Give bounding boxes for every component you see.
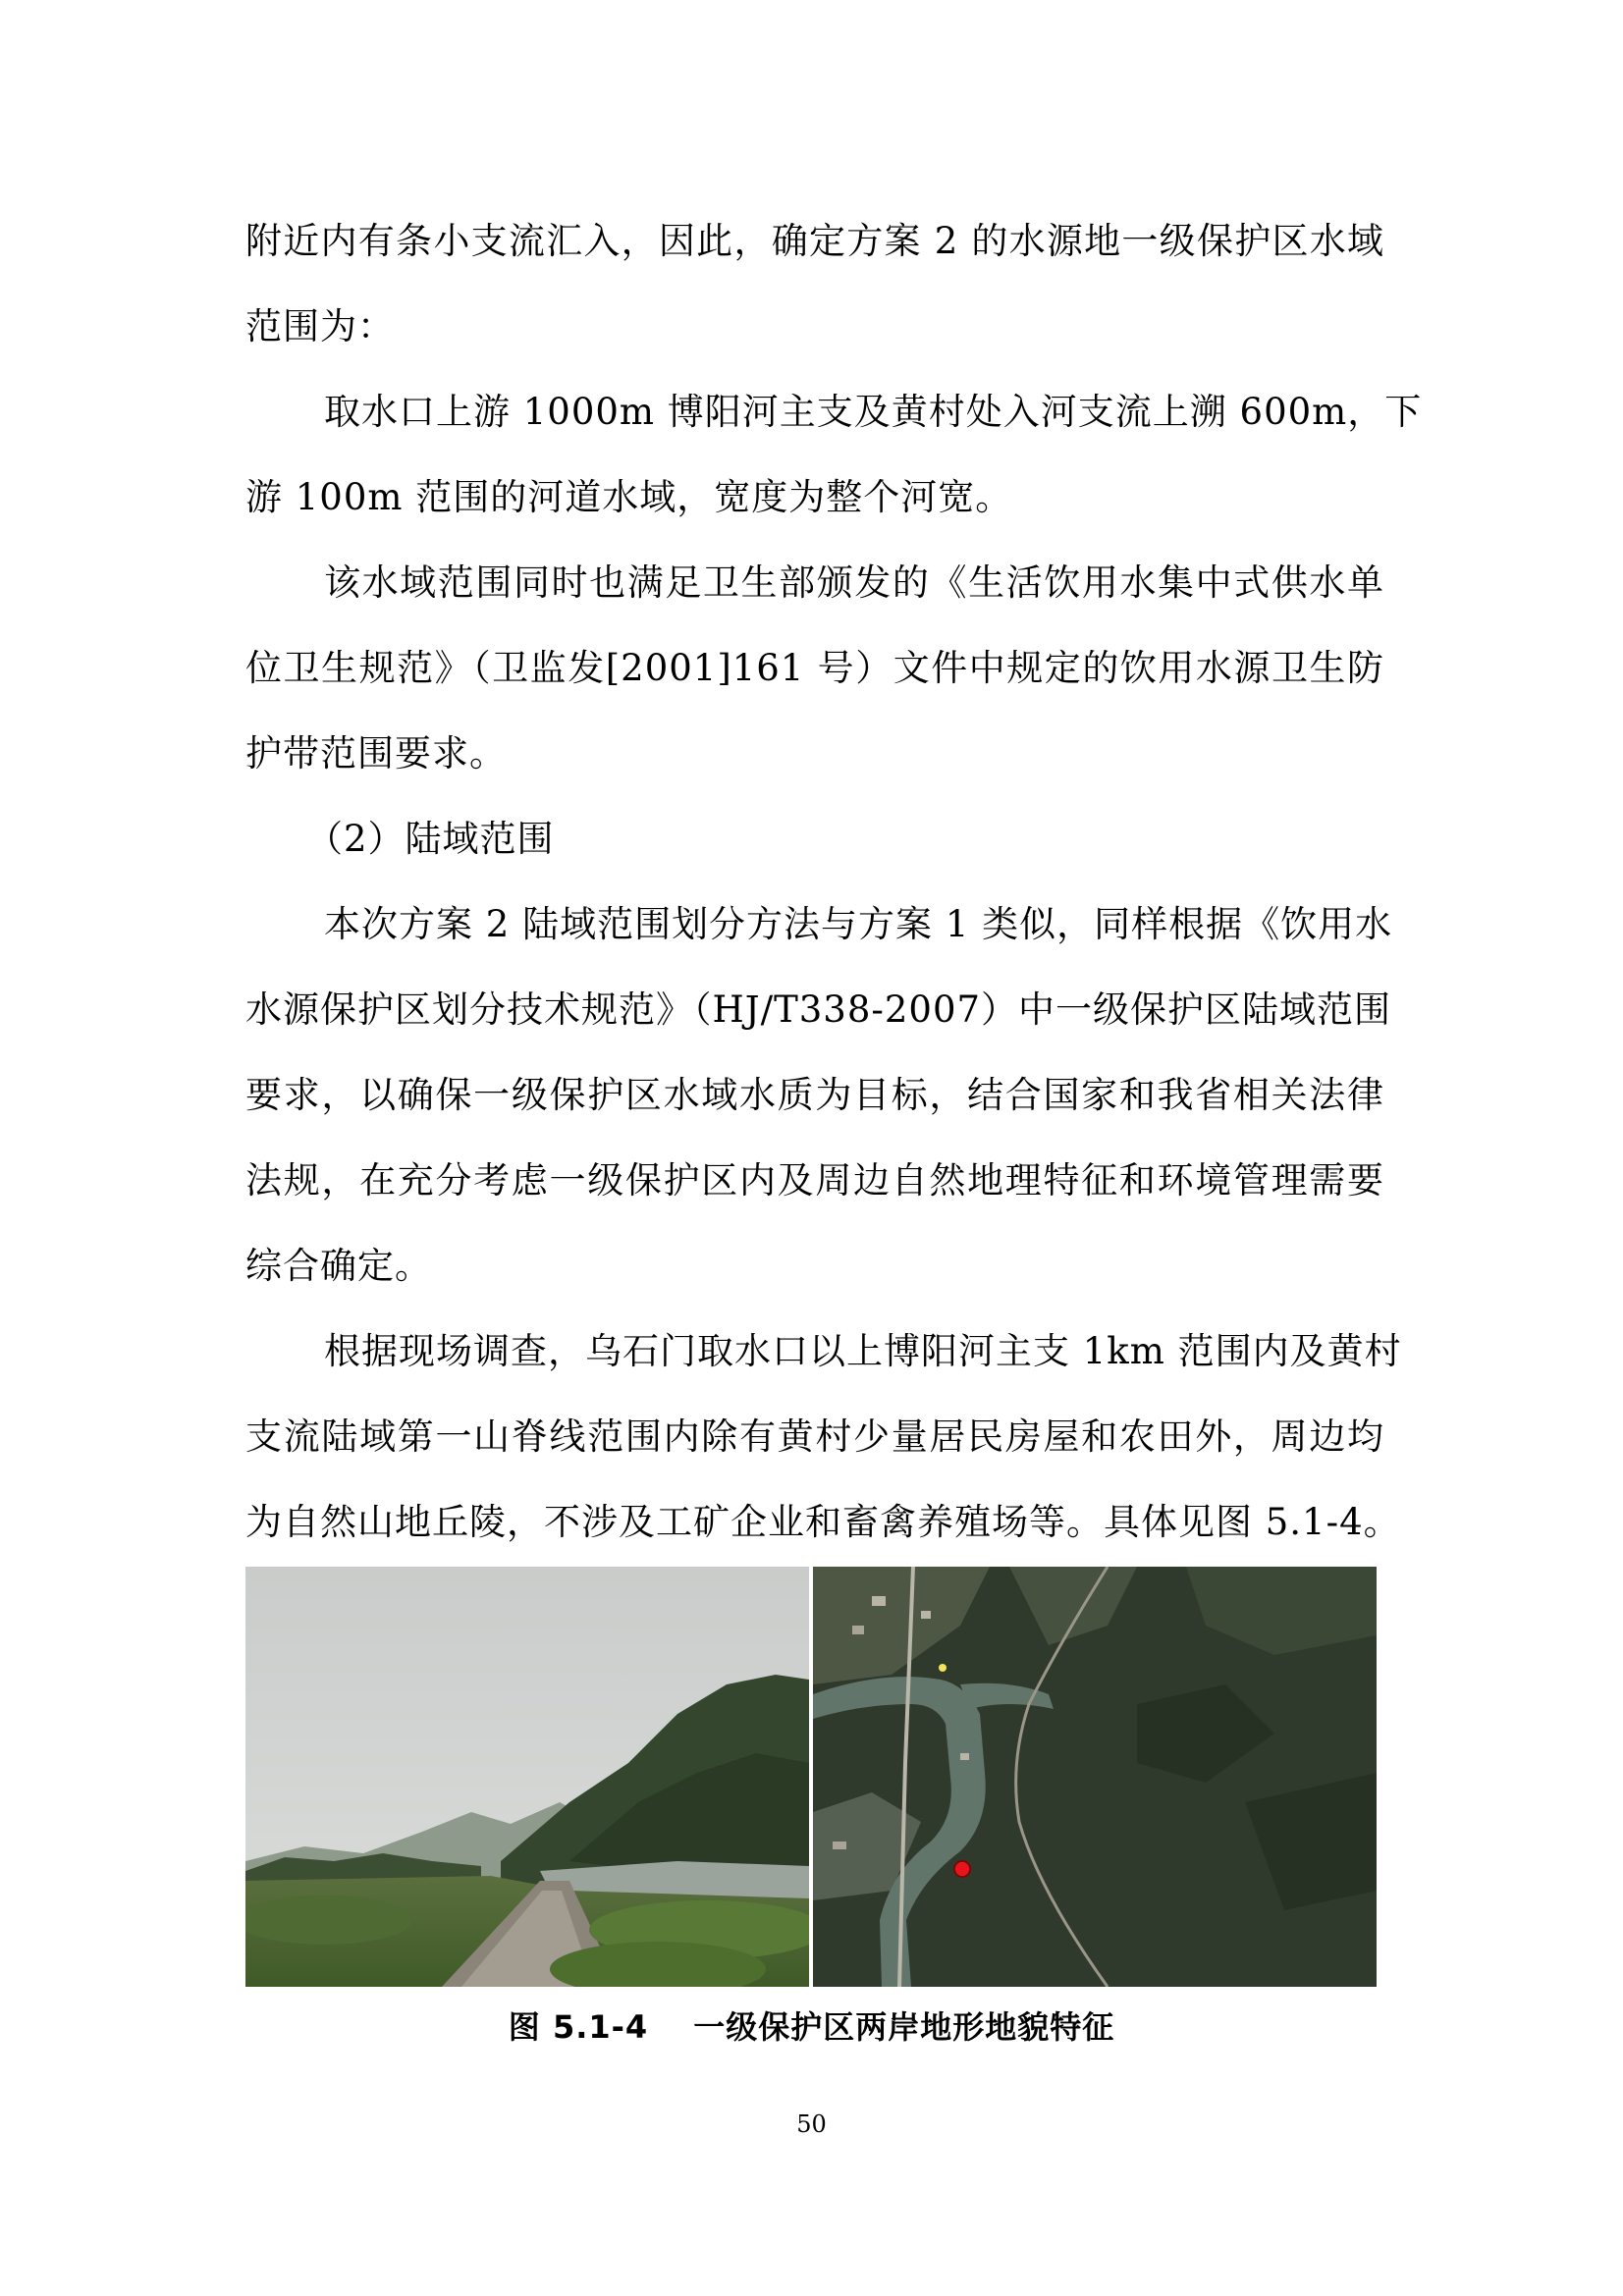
- p4-line-3: 要求，以确保一级保护区水域水质为目标，结合国家和我省相关法律: [245, 1074, 1384, 1116]
- satellite-map-graphic: [813, 1567, 1377, 1987]
- body-text: [245, 198, 1423, 1565]
- intake-marker-icon: [954, 1861, 970, 1877]
- terrain-figure: [245, 1567, 1377, 1987]
- landscape-photo-graphic: [245, 1567, 809, 1987]
- satellite-map: [813, 1567, 1377, 1987]
- section-heading: （2）陆域范围: [306, 818, 555, 860]
- page-number: 50: [796, 2110, 827, 2138]
- p5-line-3: 为自然山地丘陵，不涉及工矿企业和畜禽养殖场等。具体见图 5.1-4。: [245, 1501, 1401, 1543]
- p2-line-1: 取水口上游 1000m 博阳河主支及黄村处入河支流上溯 600m，下: [324, 391, 1423, 433]
- p1-line-1: 附近内有条小支流汇入，因此，确定方案 2 的水源地一级保护区水域: [245, 220, 1384, 262]
- p5-line-1: 根据现场调查，乌石门取水口以上博阳河主支 1km 范围内及黄村: [324, 1330, 1402, 1372]
- caption-number: 图 5.1-4: [508, 2008, 649, 2046]
- p5-line-2: 支流陆域第一山脊线范围内除有黄村少量居民房屋和农田外，周边均: [245, 1415, 1384, 1458]
- p4-line-2: 水源保护区划分技术规范》（HJ/T338-2007）中一级保护区陆域范围: [245, 988, 1392, 1031]
- p1-line-2: 范围为：: [245, 305, 395, 347]
- p2-line-2: 游 100m 范围的河道水域，宽度为整个河宽。: [245, 476, 1013, 518]
- p4-line-1: 本次方案 2 陆域范围划分方法与方案 1 类似，同样根据《饮用水: [324, 903, 1393, 945]
- p3-line-2: 位卫生规范》（卫监发[2001]161 号）文件中规定的饮用水源卫生防: [245, 647, 1384, 689]
- p3-line-3: 护带范围要求。: [245, 732, 507, 774]
- p4-line-4: 法规，在充分考虑一级保护区内及周边自然地理特征和环境管理需要: [245, 1159, 1384, 1201]
- figure-caption: [0, 2002, 1623, 2048]
- landscape-photo: [245, 1567, 809, 1987]
- p3-line-1: 该水域范围同时也满足卫生部颁发的《生活饮用水集中式供水单: [324, 561, 1384, 604]
- caption-text: 一级保护区两岸地形地貌特征: [693, 2008, 1115, 2046]
- p4-line-5: 综合确定。: [245, 1245, 432, 1287]
